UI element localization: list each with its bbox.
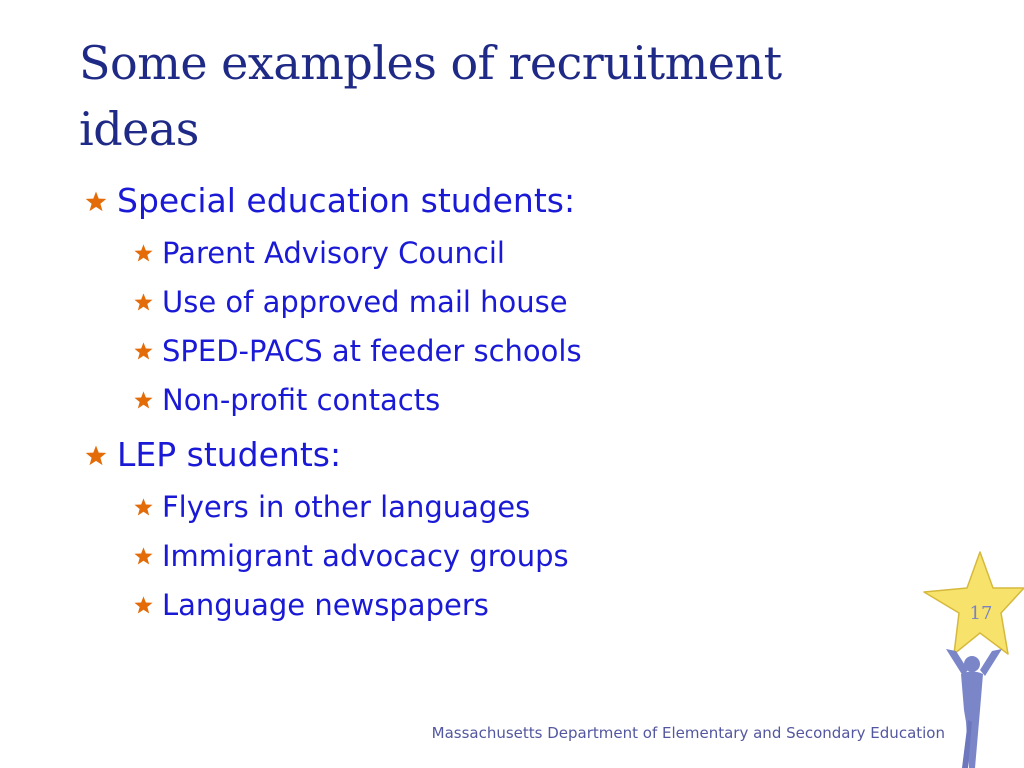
footer-text: Massachusetts Department of Elementary and Secondary Education: [431, 724, 945, 742]
star-icon: [133, 595, 154, 616]
bullet-text: LEP students:: [117, 435, 342, 474]
sub-bullet-text: Immigrant advocacy groups: [162, 539, 569, 573]
sub-bullet-text: Parent Advisory Council: [162, 236, 505, 270]
sub-bullet: [162, 382, 440, 418]
sub-bullet: [162, 489, 530, 525]
bullet-lep-students: [117, 435, 341, 475]
star-icon: [133, 341, 154, 362]
star-icon: [133, 243, 154, 264]
star-icon: [133, 390, 154, 411]
star-icon: [133, 292, 154, 313]
sub-bullet: [162, 587, 489, 623]
sub-bullet-text: Flyers in other languages: [162, 490, 531, 524]
star-icon: [84, 444, 108, 468]
slide-title: Some examples of recruitment ideas: [79, 36, 782, 156]
star-icon: [84, 190, 108, 214]
sub-bullet: [162, 538, 569, 574]
bullet-special-education-students: [117, 181, 575, 221]
sub-bullet: [162, 284, 568, 320]
star-icon: [133, 497, 154, 518]
sub-bullet-text: SPED-PACS at feeder schools: [162, 334, 582, 368]
sub-bullet-text: Language newspapers: [162, 588, 489, 622]
page-number: 17: [969, 603, 993, 624]
bullet-text: Special education students:: [117, 181, 576, 220]
star-icon: [133, 546, 154, 567]
sub-bullet: [162, 333, 582, 369]
sub-bullet-text: Non-profit contacts: [162, 383, 441, 417]
sub-bullet: [162, 235, 505, 271]
sub-bullet-text: Use of approved mail house: [162, 285, 568, 319]
